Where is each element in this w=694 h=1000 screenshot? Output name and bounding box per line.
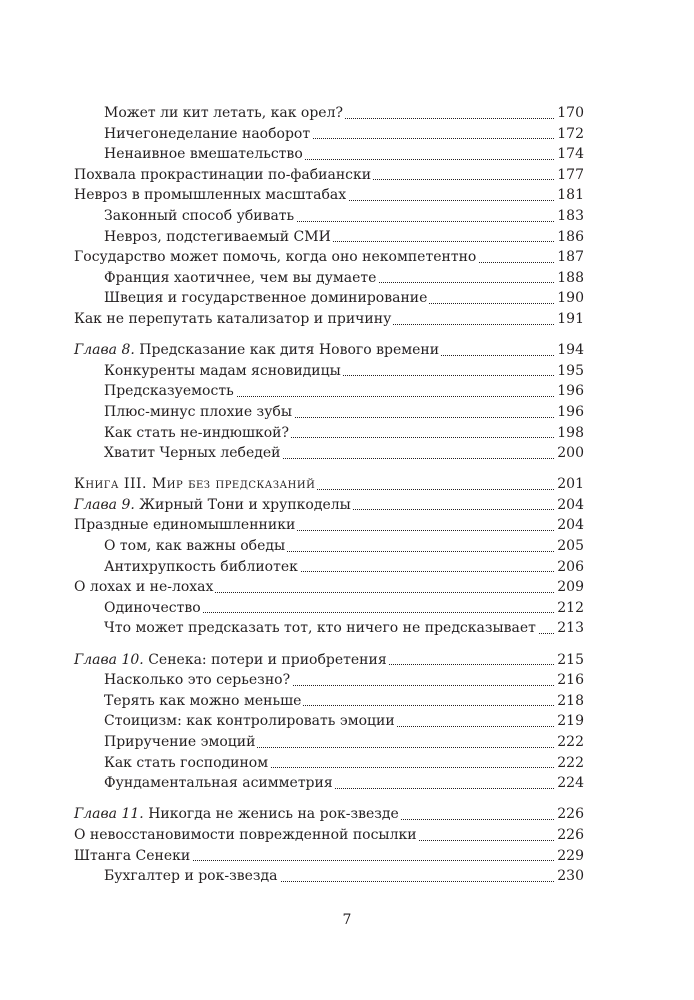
toc-entry-title (104, 755, 270, 771)
toc-entry-page: 222 (555, 732, 584, 753)
toc-entry (74, 309, 584, 330)
toc-entry-page: 209 (555, 577, 584, 598)
toc-entry (74, 650, 584, 671)
toc-entry-text: Штанга Сенеки (74, 847, 191, 864)
toc-entry (74, 165, 584, 186)
toc-entry-text: Невроз в промышленных масштабах (74, 187, 347, 204)
toc-entry-title (74, 476, 317, 492)
toc-entry-title (104, 775, 335, 791)
toc-entry-title (104, 208, 296, 224)
toc-entry-text: О лохах и не-лохах (74, 579, 214, 596)
toc-entry-title (104, 290, 429, 306)
toc-entry-title (74, 311, 393, 327)
toc-entry-page: 204 (555, 515, 584, 536)
toc-entry-page: 226 (555, 825, 584, 846)
toc-entry-text: Невроз, подстегиваемый СМИ (104, 228, 331, 245)
toc-entry (104, 773, 584, 794)
toc-entry-text: Конкуренты мадам ясновидицы (104, 362, 341, 379)
toc-entry (104, 866, 584, 887)
toc-entry-page: 196 (555, 402, 584, 423)
toc-entry-text: Плюс-минус плохие зубы (104, 403, 293, 420)
toc-entry-title (74, 652, 389, 668)
toc-entry-title (104, 445, 282, 461)
toc-entry (104, 381, 584, 402)
toc-entry-page: 196 (555, 381, 584, 402)
toc-entry (74, 804, 584, 825)
toc-entry-page: 183 (555, 206, 584, 227)
toc-entry-title (74, 848, 192, 864)
toc-entry-title (104, 105, 345, 121)
toc-entry-page: 198 (555, 423, 584, 444)
toc-entry (104, 268, 584, 289)
toc-entry (104, 103, 584, 124)
toc-entry-title (74, 827, 419, 843)
toc-entry (104, 423, 584, 444)
toc-entry-title (104, 383, 236, 399)
toc-entry-text: Может ли кит летать, как орел? (104, 105, 343, 121)
table-of-contents (74, 103, 584, 887)
toc-entry-text: Ненаивное вмешательство (104, 146, 303, 163)
toc-entry-title (74, 497, 353, 513)
toc-entry (104, 753, 584, 774)
toc-entry-page: 181 (555, 185, 584, 206)
toc-entry-page: 230 (555, 866, 584, 887)
toc-entry-title (104, 270, 378, 286)
toc-entry-title (104, 425, 291, 441)
toc-entry-text: Франция хаотичнее, чем вы думаете (104, 269, 377, 286)
toc-entry-page: 205 (555, 536, 584, 557)
toc-entry-title (104, 363, 343, 379)
toc-entry-title (104, 146, 305, 162)
chapter-label: Глава 8. (74, 342, 135, 359)
toc-entry-page: 204 (555, 495, 584, 516)
toc-entry-text: Бухгалтер и рок-звезда (104, 868, 278, 885)
toc-entry-title (74, 249, 478, 265)
toc-entry (104, 288, 584, 309)
toc-entry (104, 227, 584, 248)
toc-entry-title (104, 734, 257, 750)
toc-entry-title (74, 579, 215, 595)
toc-entry-title (104, 538, 287, 554)
toc-entry-page: 195 (555, 361, 584, 382)
chapter-label: Глава 9. (74, 496, 135, 513)
toc-entry-title (74, 187, 348, 203)
toc-entry (104, 691, 584, 712)
toc-entry-text: Хватит Черных лебедей (104, 445, 281, 462)
toc-entry (74, 577, 584, 598)
toc-entry-text: Государство может помочь, когда оно некомпетентно (74, 249, 477, 266)
toc-entry (74, 474, 584, 495)
toc-entry (104, 361, 584, 382)
toc-entry (104, 206, 584, 227)
toc-entry-title (74, 342, 441, 358)
toc-entry-text: Терять как можно меньше (104, 692, 302, 709)
toc-entry (104, 557, 584, 578)
toc-entry (104, 598, 584, 619)
toc-entry-title (104, 404, 294, 420)
toc-entry (74, 185, 584, 206)
toc-entry-page: 172 (555, 124, 584, 145)
toc-entry (104, 536, 584, 557)
toc-entry-page: 177 (555, 165, 584, 186)
toc-entry-title (74, 167, 373, 183)
toc-entry-page: 219 (555, 711, 584, 732)
toc-entry-text: О том, как важны обеды (104, 538, 286, 555)
toc-entry-page: 222 (555, 753, 584, 774)
toc-entry (104, 443, 584, 464)
toc-entry-title (104, 693, 303, 709)
toc-entry-text: Одиночество (104, 599, 201, 616)
toc-entry-page: 206 (555, 557, 584, 578)
toc-entry-title (104, 672, 292, 688)
toc-entry (74, 495, 584, 516)
toc-entry (74, 825, 584, 846)
toc-entry-text: Антихрупкость библиотек (104, 558, 298, 575)
toc-entry-page: 229 (555, 846, 584, 867)
toc-entry-page: 170 (555, 103, 584, 124)
toc-entry-title (104, 868, 280, 884)
toc-entry-text: Праздные единомышленники (74, 517, 296, 534)
chapter-label: Глава 11. (74, 806, 144, 823)
toc-entry-text: Насколько это серьезно? (104, 672, 291, 689)
toc-entry-title (104, 126, 312, 142)
toc-entry-text: Сенека: потери и приобретения (148, 651, 387, 668)
toc-entry-page: 215 (555, 650, 584, 671)
toc-entry (104, 732, 584, 753)
toc-entry-title (104, 600, 203, 616)
toc-entry-title (104, 559, 300, 575)
toc-entry-text: Предсказание как дитя Нового времени (139, 342, 440, 359)
toc-entry-page: 216 (555, 670, 584, 691)
toc-entry (104, 144, 584, 165)
toc-entry-text: Фундаментальная асимметрия (104, 775, 333, 792)
toc-entry-text: Стоицизм: как контролировать эмоции (104, 713, 395, 730)
toc-entry-text: Предсказуемость (104, 383, 234, 400)
toc-entry (74, 340, 584, 361)
toc-entry-page: 213 (555, 618, 584, 639)
toc-entry-page: 212 (555, 598, 584, 619)
toc-entry (74, 846, 584, 867)
toc-entry-page: 174 (555, 144, 584, 165)
toc-entry-page: 201 (555, 474, 584, 495)
toc-entry-page: 194 (555, 340, 584, 361)
toc-entry (104, 124, 584, 145)
toc-entry (104, 670, 584, 691)
toc-entry-text: Как стать не-индюшкой? (104, 424, 289, 441)
toc-entry-title (104, 620, 538, 636)
toc-entry-text: Книга III. Мир без предсказаний (74, 476, 316, 493)
toc-entry-title (74, 517, 297, 533)
toc-entry (104, 402, 584, 423)
toc-entry-page: 190 (555, 288, 584, 309)
toc-entry-title (74, 806, 401, 822)
toc-entry-page: 226 (555, 804, 584, 825)
toc-entry-page: 188 (555, 268, 584, 289)
toc-entry-text: Что может предсказать тот, кто ничего не предсказывает (104, 620, 536, 637)
toc-entry-title (104, 229, 333, 245)
toc-entry-text: Похвала прокрастинации по-фабиански (74, 166, 372, 183)
toc-entry-page: 186 (555, 227, 584, 248)
toc-entry-text: Приручение эмоций (104, 734, 256, 750)
toc-entry-title (104, 713, 397, 729)
page-number: 7 (342, 912, 352, 928)
toc-entry (74, 247, 584, 268)
toc-entry-page: 224 (555, 773, 584, 794)
toc-entry (74, 515, 584, 536)
toc-entry-page: 191 (555, 309, 584, 330)
toc-entry-page: 187 (555, 247, 584, 268)
toc-entry-text: О невосстановимости поврежденной посылки (74, 826, 417, 843)
toc-entry-text: Законный способ убивать (104, 207, 295, 224)
toc-entry-text: Никогда не женись на рок-звезде (148, 806, 399, 823)
toc-entry-text: Швеция и государственное доминирование (104, 290, 428, 307)
toc-entry (104, 711, 584, 732)
toc-entry-text: Жирный Тони и хрупкоделы (139, 496, 351, 513)
toc-entry-text: Как стать господином (104, 754, 269, 771)
toc-entry-text: Ничегонеделание наоборот (104, 125, 311, 142)
toc-entry-text: Как не перепутать катализатор и причину (74, 310, 392, 327)
toc-entry-page: 200 (555, 443, 584, 464)
toc-entry-page: 218 (555, 691, 584, 712)
chapter-label: Глава 10. (74, 651, 144, 668)
toc-entry (104, 618, 584, 639)
